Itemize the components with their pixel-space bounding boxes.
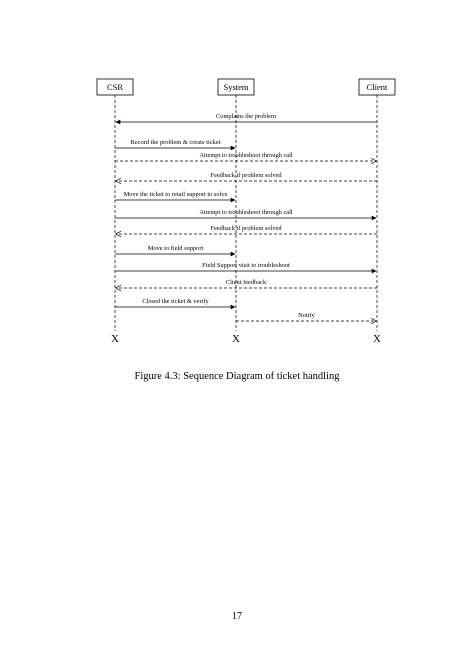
message-12 <box>236 312 376 321</box>
message-9 <box>115 262 376 271</box>
message-2 <box>115 139 235 148</box>
message-5 <box>115 191 235 200</box>
message-label-6: Attempt to troubleshoot through call <box>199 209 293 216</box>
lifeline-label-csr: CSR <box>106 82 124 92</box>
message-6 <box>115 209 376 218</box>
message-10 <box>116 279 377 288</box>
message-label-9: Field Support visit to troubleshoot <box>202 262 290 269</box>
message-label-1: Complains the problem <box>216 113 276 120</box>
lifeline-label-system: System <box>223 82 249 92</box>
figure-caption: Figure 4.3: Sequence Diagram of ticket handling <box>134 371 340 382</box>
message-label-3: Attempt to troubleshoot through call <box>199 152 293 159</box>
message-8 <box>115 245 235 254</box>
message-label-11: Closed the ticket & verify <box>142 298 209 305</box>
message-1 <box>116 113 377 122</box>
lifeline-csr <box>97 79 133 345</box>
message-4 <box>116 172 377 181</box>
lifeline-end-marker-client: X <box>373 333 381 345</box>
lifeline-end-marker-csr: X <box>111 333 119 345</box>
message-11 <box>115 298 235 307</box>
message-label-7: Feedback if problem solved <box>210 225 282 232</box>
message-label-2: Record the problem & create ticket <box>130 139 221 146</box>
lifeline-client <box>359 79 395 345</box>
message-label-10: Client feedback <box>225 279 267 286</box>
page-number: 17 <box>232 611 242 622</box>
message-3 <box>115 152 376 161</box>
lifeline-end-marker-system: X <box>232 333 240 345</box>
lifeline-label-client: Client <box>366 82 388 92</box>
message-7 <box>116 225 377 234</box>
message-label-4: Feedback if problem solved <box>210 172 282 179</box>
message-label-5: Move the ticket to retail support to solve <box>123 191 228 198</box>
message-label-12: Notify <box>298 312 315 319</box>
message-label-8: Move to field support <box>147 245 204 252</box>
